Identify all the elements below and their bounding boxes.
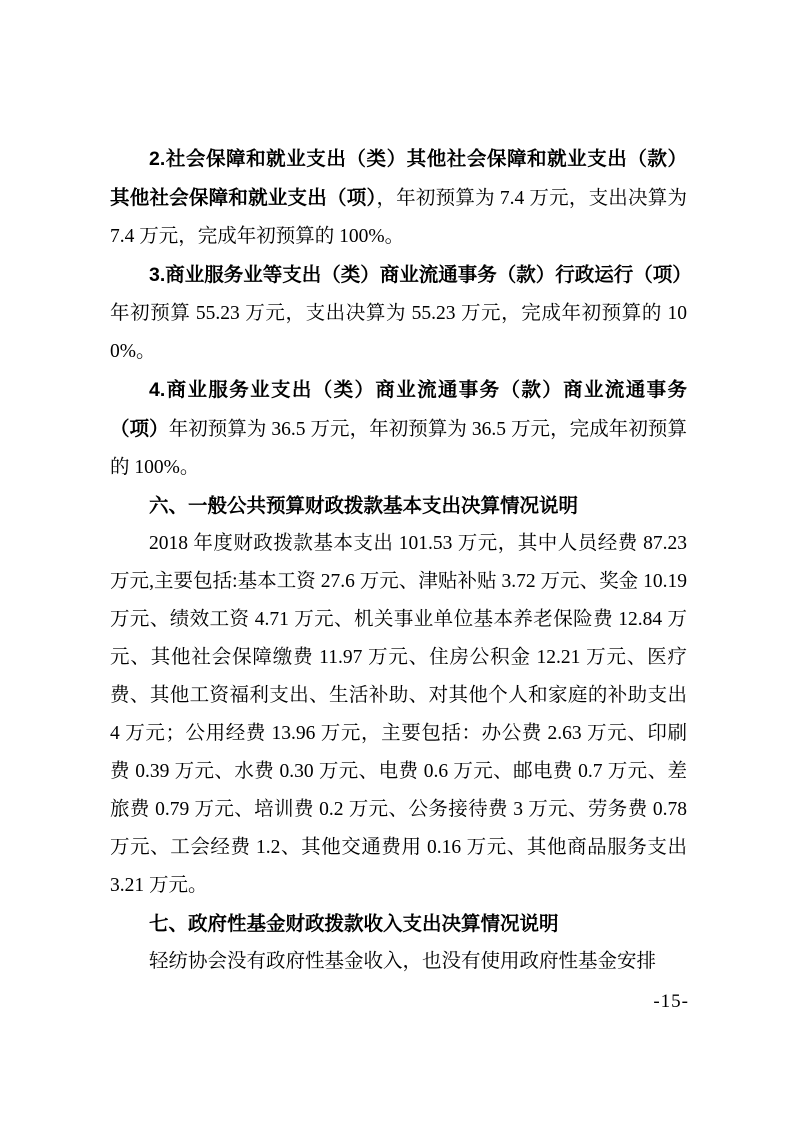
paragraph-text: 年初预算 55.23 万元，支出决算为 55.23 万元，完成年初预算的 100%。 [110, 303, 687, 362]
page-content [110, 140, 692, 981]
section-heading-6: 六、一般公共预算财政拨款基本支出决算情况说明 [149, 495, 579, 517]
paragraph-text: ，年初预算为 7.4 万元，支出决算为 7.4 万元，完成年初预算的 100%。 [110, 188, 687, 247]
paragraph-text: 年初预算为 36.5 万元，年初预算为 36.5 万元，完成年初预算的 100%。 [110, 419, 687, 478]
page-number: -15- [653, 991, 689, 1012]
paragraph-lead: 2.社会保障和就业支出（类）其他社会保障和就业支出（款）其他社会保障和就业支出（项） [110, 148, 687, 209]
paragraph-item-2 [110, 140, 687, 256]
paragraph-item-3 [110, 256, 692, 371]
section-heading-7: 七、政府性基金财政拨款收入支出决算情况说明 [149, 913, 559, 935]
paragraph-item-4 [110, 371, 687, 487]
section-body-7: 轻纺协会没有政府性基金收入，也没有使用政府性基金安排 [149, 951, 657, 972]
paragraph-lead: 4.商业服务业支出（类）商业流通事务（款）商业流通事务（项） [110, 379, 687, 440]
section-body-6: 2018 年度财政拨款基本支出 101.53 万元，其中人员经费 87.23 万元,主要包括:基本工资 27.6 万元、津贴补贴 3.72 万元、奖金 10.19 万元、绩效工资 4.71 万元、机关事业单位基本养老保险费 12.84 万元、其他社会保障缴费 11.97 万元、住房公积金 12.21 万元、医疗费、其他工资福利支出、生活补助、对其他个人和家庭的补助支出 4 万元；公用经费 13.96 万元，主要包括：办公费 2.63 万元、印刷费 0.39 万元、水费 0.30 万元、电费 0.6 万元、邮电费 0.7 万元、差旅费 0.79 万元、培训费 0.2 万元、公务接待费 3 万元、劳务费 0.78 万元、工会经费 1.2、其他交通费用 0.16 万元、其他商品服务支出 3.21 万元。 [110, 533, 687, 896]
paragraph-lead: 3.商业服务业等支出（类）商业流通事务（款）行政运行（项） [149, 264, 692, 286]
